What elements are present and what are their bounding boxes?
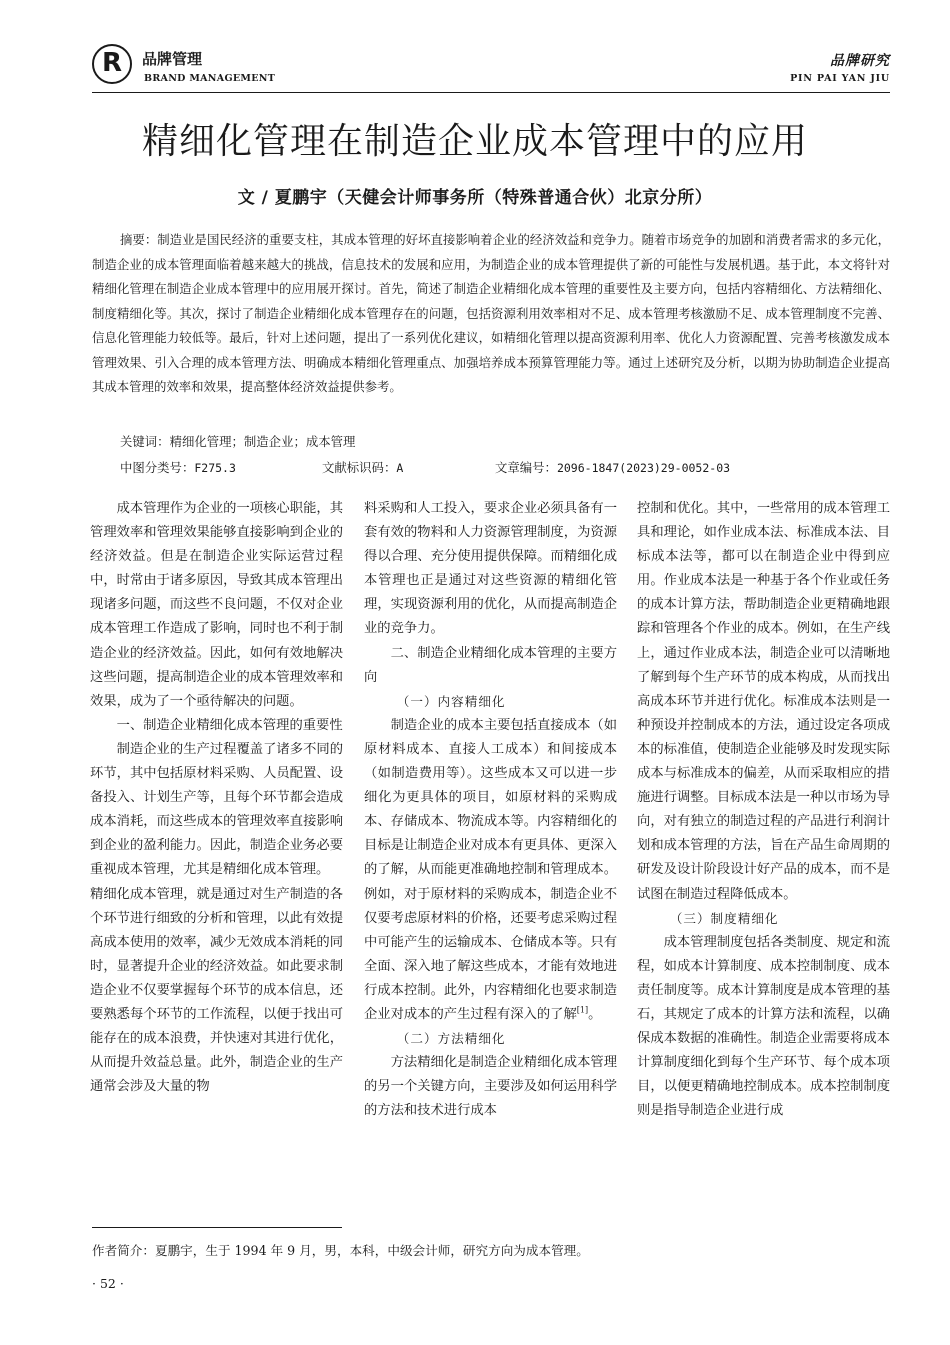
abstract-label: 摘要： xyxy=(120,232,158,247)
section-heading-2: 二、制造企业精细化成本管理的主要方向 xyxy=(364,645,617,685)
keywords xyxy=(120,430,355,454)
registered-logo-icon: R xyxy=(92,44,132,84)
document-code-label: 文献标识码： xyxy=(322,460,397,475)
subsection-heading-content: （一）内容精细化 xyxy=(396,693,506,709)
citation-ref: [1] xyxy=(576,1005,589,1015)
classification-value: F275.3 xyxy=(194,461,236,475)
paragraph: 控制和优化。其中，一些常用的成本管理工具和理论，如作业成本法、标准成本法、目标成本法等，都可以在制造企业中得到应用。作业成本法是一种基于各个作业或任务的成本计算方法，帮助制造企业更精确地跟踪和管理各个作业的成本。例如，在生产线上，通过作业成本法，制造企业可以清晰地了解到每个生产环节的成本构成，从而找出高成本环节并进行优化。标准成本法则是一种预设并控制成本的方法，通过设定各项成本的标准值，使制造企业能够及时发现实际成本与标准成本的偏差，从而采取相应的措施进行调整。目标成本法是一种以市场为导向，对有独立的制造过程的产品进行利润计划和成本管理的方法，旨在产品生命周期的研发及设计阶段设计好产品的成本，而不是试图在制造过程降低成本。 xyxy=(637,501,890,902)
column-name-cn: 品牌管理 xyxy=(142,50,203,68)
body-column-2 xyxy=(364,497,617,1123)
classification-number xyxy=(120,456,236,480)
author-note-label: 作者简介： xyxy=(92,1243,155,1258)
paragraph: 成本管理作为企业的一项核心职能，其管理效率和管理效果能够直接影响到企业的经济效益。但是在制造企业实际运营过程中，时常由于诸多原因，导致其成本管理出现诸多问题，而这些不良问题，不仅对企业成本管理工作造成了影响，同时也不利于制造企业的经济效益。因此，如何有效地解决这些问题，提高制造企业的成本管理效率和效果，成为了一个亟待解决的问题。 xyxy=(90,501,343,709)
subsection-heading-method: （二）方法精细化 xyxy=(396,1031,506,1047)
footnote-divider xyxy=(92,1227,342,1228)
paragraph-text: 制造企业的成本主要包括直接成本（如原材料成本、直接人工成本）和间接成本（如制造费用等）。这些成本又可以进一步细化为更具体的项目，如原材料的采购成本、存储成本、物流成本等。内容精细化的目标是让制造企业对成本有更具体、更深入的了解，从而能更准确地控制和管理成本。例如，对于原材料的采购成本，制造企业不仅要考虑原材料的价格，还要考虑采购过程中可能产生的运输成本、仓储成本等。只有全面、深入地了解这些成本，才能有效地进行成本控制。此外，内容精细化也要求制造企业对成本的产生过程有深入的了解 xyxy=(364,717,617,1022)
journal-section-cn: 品牌研究 xyxy=(830,53,890,69)
keywords-label: 关键词： xyxy=(120,434,170,449)
paragraph xyxy=(364,714,617,1027)
column-name-en: BRAND MANAGEMENT xyxy=(144,73,276,84)
paragraph: 成本管理制度包括各类制度、规定和流程，如成本计算制度、成本控制制度、成本责任制度等。成本计算制度是成本管理的基石，其规定了成本的计算方法和流程，以确保成本数据的准确性。制造企业需要将成本计算制度细化到每个生产环节、每个成本项目，以便更精确地控制成本。成本控制制度则是指导制造企业进行成 xyxy=(637,934,890,1119)
classification-label: 中图分类号： xyxy=(120,460,195,475)
article-title: 精细化管理在制造企业成本管理中的应用 xyxy=(141,121,808,162)
body-column-3 xyxy=(637,497,890,1123)
document-code-value: A xyxy=(396,461,404,475)
keywords-text: 精细化管理；制造企业；成本管理 xyxy=(169,434,356,449)
paragraph: 料采购和人工投入，要求企业必须具备有一套有效的物料和人力资源管理制度，为资源得以合理、充分使用提供保障。而精细化成本管理也正是通过对这些资源的精细化管理，实现资源利用的优化，从而提高制造企业的竞争力。 xyxy=(364,501,617,637)
abstract-text: 制造业是国民经济的重要支柱，其成本管理的好坏直接影响着企业的经济效益和竞争力。随着市场竞争的加剧和消费者需求的多元化，制造企业的成本管理面临着越来越大的挑战，信息技术的发展和应用，为制造企业的成本管理提供了新的可能性与发展机遇。基于此，本文将针对精细化管理在制造企业成本管理中的应用展开探讨。首先，简述了制造企业精细化成本管理的重要性及主要方向，包括内容精细化、方法精细化、制度精细化等。其次，探讨了制造企业精细化成本管理存在的问题，包括资源利用效率相对不足、成本管理考核激励不足、成本管理制度不完善、信息化管理能力较低等。最后，针对上述问题，提出了一系列优化建议，如精细化管理以提高资源利用率、优化人力资源配置、完善考核激发成本管理效果、引入合理的成本管理方法、明确成本精细化管理重点、加强培养成本预算管理能力等。通过上述研究及分析，以期为协助制造企业提高其成本管理的效率和效果，提高整体经济效益提供参考。 xyxy=(92,232,891,394)
article-number-value: 2096-1847(2023)29-0052-03 xyxy=(556,461,731,475)
paragraph: 精细化成本管理，就是通过对生产制造的各个环节进行细致的分析和管理，以此有效提高成本使用的效率，减少无效成本消耗的同时，显著提升企业的经济效益。如此要求制造企业不仅要掌握每个环节的成本信息，还要熟悉每个环节的工作流程，以便于找出可能存在的成本浪费，并快速对其进行优化，从而提升效益总量。此外，制造企业的生产通常会涉及大量的物 xyxy=(90,886,343,1095)
header-divider xyxy=(92,92,890,93)
page-header xyxy=(92,42,890,92)
section-heading-1: 一、制造企业精细化成本管理的重要性 xyxy=(116,717,343,733)
body-column-1 xyxy=(90,497,343,1099)
abstract xyxy=(92,228,890,400)
article-number-label: 文章编号： xyxy=(495,460,557,475)
subsection-heading-system: （三）制度精细化 xyxy=(669,910,779,926)
page-number: · 52 · xyxy=(92,1276,124,1291)
paragraph: 方法精细化是制造企业精细化成本管理的另一个关键方向，主要涉及如何运用科学的方法和技术进行成本 xyxy=(364,1055,617,1119)
paragraph: 制造企业的生产过程覆盖了诸多不同的环节，其中包括原材料采购、人员配置、设备投入、计划生产等，且每个环节都会造成成本消耗，而这些成本的管理效率直接影响到企业的盈利能力。因此，制造企业务必要重视成本管理，尤其是精细化成本管理。 xyxy=(90,741,343,878)
author-byline: 文 / 夏鹏宇（天健会计师事务所（特殊普通合伙）北京分所） xyxy=(237,188,713,208)
article-number xyxy=(495,456,730,480)
author-note-text: 夏鹏宇，生于 1994 年 9 月，男，本科，中级会计师，研究方向为成本管理。 xyxy=(154,1243,589,1258)
document-code xyxy=(322,456,403,480)
paragraph-end: 。 xyxy=(588,1006,602,1022)
author-note xyxy=(92,1240,589,1262)
journal-section-pinyin: PIN PAI YAN JIU xyxy=(790,73,890,84)
